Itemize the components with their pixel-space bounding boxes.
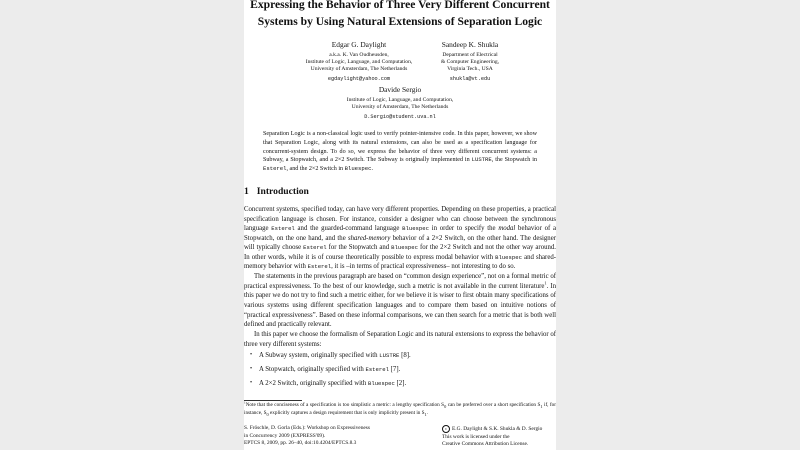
abstract-text: Separation Logic is a non-classical logic used to verify pointer-intensive code. In this paper, however, we show that Separation Logic, along with its natural extensions, can also be used as a specification language for concurrent-system design. To do so, we express the behavior of three very different concurrent systems: a Subway, a Stopwatch, and a 2×2 Switch. The Subway is originally implemented in [263,131,537,164]
code-bluespec: Bluespec [495,253,522,261]
author-affiliation: University of Amsterdam, The Netherlands [310,66,408,72]
text: . In this paper we do not try to find such a metric either, for we believe it is wiser to first obtain many specifications of various systems using different specification languages and to compare them based on intuitive notions of “practical expressiveness”. Based on these informal comparisons, we can then search for a metric that is both well defined and practically relevant. [244,282,556,329]
text: A Subway system, originally specified with [259,352,380,360]
author-email[interactable]: egdaylight@yahoo.com [327,76,391,82]
title-line-2: Systems by Using Natural Extensions of Separation Logic [257,15,543,28]
author-email[interactable]: shukla@vt.edu [449,76,491,82]
text: for the 2×2 Switch and not the other way around. In other words, while it is of course theoretically possible to express modal behavior with [244,244,556,261]
code-bluespec: Bluespec [367,379,395,387]
copyright-icon: c [442,425,450,433]
code-bluespec: Bluespec [344,165,372,173]
subscript: 1 [424,412,427,418]
author-affiliation: a.k.a. K. Van Oudheusden, [329,52,389,58]
text: The statements in the previous paragraph are based on “common design experience”, not on a formal metric of practical expressiveness. To the best of our knowledge, such a metric is not available in the current literature [244,273,556,290]
text: [2]. [394,379,407,387]
section-number: 1 [244,186,249,197]
author-block-daylight [274,40,444,83]
text: A Stopwatch, originally specified with [259,365,366,373]
author-affiliation: University of Amsterdam, The Netherlands [351,104,449,110]
author-block-shukla [430,40,510,83]
license-link[interactable]: Creative Commons Attribution License. [442,441,529,448]
paragraph-2 [244,272,556,329]
code-esterel: Esterel [303,244,327,252]
footnote-marker[interactable]: 1 [544,280,547,286]
text: explicitly captures a design requirement that is only implicitly present in S [268,410,425,417]
subscript: 0 [266,412,269,418]
author-affiliation: & Computer Engineering, [440,59,500,65]
bullet-icon: • [250,352,253,359]
code-esterel: Esterel [307,263,332,271]
text: and the guarded-command language [294,225,403,233]
text: Note that the conciseness of a specification is too simplistic a metric: a lengthy specification S [245,402,445,408]
license-info [442,425,556,449]
license-line: This work is licensed under the [442,433,510,440]
subscript: 0 [444,404,447,410]
footnote-number: 1 [244,400,246,405]
code-bluespec: Bluespec [391,244,418,252]
bibliographic-info [244,425,424,448]
text: , it is –in terms of practical expressiveness– not interesting to do so. [331,263,516,271]
author-email[interactable]: D.Sergio@student.uva.nl [364,114,436,120]
text: if, for instance, S [244,402,556,417]
text: Concurrent systems, specified today, can have very different properties. Depending on these properties, a practical specification language is chosen. For instance, consider a designer who can choose between the synchronous language [244,206,556,233]
bullet-icon: • [250,379,253,386]
code-esterel: Esterel [263,165,287,173]
code-esterel: Esterel [365,365,389,373]
body-text [244,205,556,392]
text: in order to specify the [428,225,499,233]
abstract-text: , and the 2×2 Switch in [286,166,345,173]
code-lustre: LUSTRE [471,156,492,164]
section-heading [244,186,309,197]
author-block-sergio [315,85,485,121]
list-item [244,365,556,375]
text: In this paper we choose the formalism of Separation Logic and its natural extensions to express the behavior of three very different systems: [244,331,556,348]
code-bluespec: Bluespec [402,225,429,233]
bullet-icon: • [250,365,253,372]
author-affiliation: Institute of Logic, Language, and Computation, [346,97,454,103]
list-item [244,351,556,361]
paragraph-3 [244,330,556,349]
title-line-1: Expressing the Behavior of Three Very Different Concurrent [250,0,550,11]
author-affiliation: Virginia Tech., USA [447,66,493,72]
text: behavior of a Stopwatch, on the one hand, and the [244,225,556,242]
text: behavior of a 2×2 Switch, on the other hand. The designer will typically choose [244,234,556,252]
text: for the Stopwatch and [326,244,392,252]
footnote-rule [244,400,302,401]
author-affiliation: Institute of Logic, Language, and Computation, [305,59,413,65]
author-name: Sandeep K. Shukla [441,40,499,49]
text: . [426,410,429,417]
paper-title [244,0,556,30]
text: [8]. [399,352,411,360]
biblio-line: S. Fröschle, D. Gorla (Eds.): Workshop on Expressiveness [244,425,370,431]
subscript: 1 [540,404,543,410]
emphasis-modal: modal [498,225,516,233]
emphasis-shared-memory: shared-memory [347,234,391,242]
author-name: Edgar G. Daylight [331,40,387,49]
copyright-holders: E.G. Daylight & S.K. Shukla & D. Sergio [452,426,543,433]
system-list [244,351,556,388]
author-name: Davide Sergio [378,85,422,94]
list-item [244,379,556,389]
code-esterel: Esterel [271,225,295,233]
biblio-line[interactable]: EPTCS 8, 2009, pp. 26–40, doi:10.4204/EPTCS.8.3 [244,440,357,447]
section-title: Introduction [256,186,309,197]
text: and shared-memory behavior with [244,253,556,271]
author-affiliation: Department of Electrical [442,52,498,58]
text: A 2×2 Switch, originally specified with [259,379,368,387]
abstract-text: , the Stopwatch in [491,157,537,164]
abstract-text: . [371,166,373,173]
text: [7]. [388,365,401,373]
text: can be preferred over a short specification S [446,402,541,408]
paragraph-1 [244,205,556,272]
biblio-line: in Concurrency 2009 (EXPRESS'09). [244,432,326,439]
paper-page [244,0,556,450]
abstract [263,130,537,174]
code-lustre: LUSTRE [379,352,400,360]
footnote [244,402,556,418]
